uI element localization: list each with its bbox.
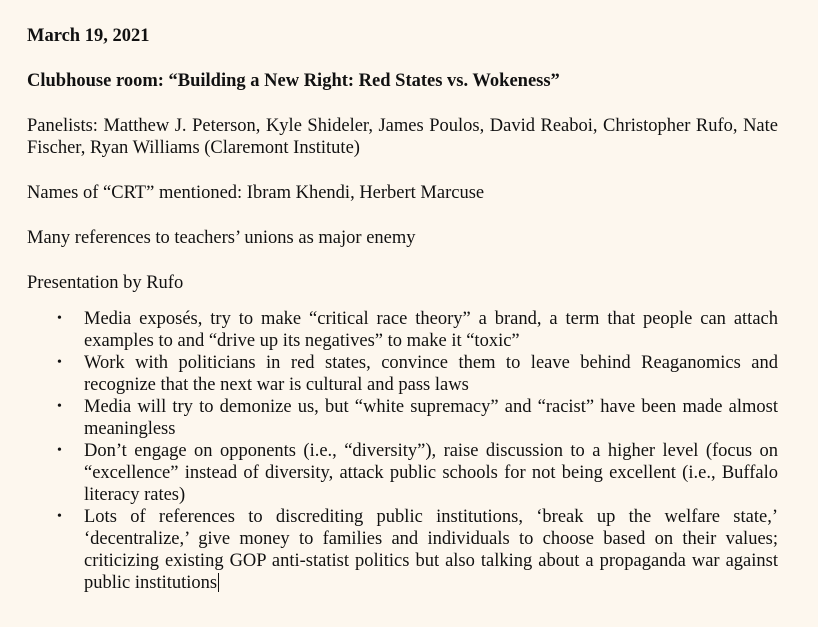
- spacer: [27, 204, 778, 227]
- text-cursor: [218, 573, 219, 592]
- document-date: March 19, 2021: [27, 26, 150, 46]
- bullet-icon: •: [57, 355, 62, 370]
- list-item: [27, 308, 778, 352]
- spacer: [27, 92, 778, 115]
- presentation-heading: Presentation by Rufo: [27, 273, 184, 293]
- bullet-icon: •: [57, 399, 62, 414]
- panelists-paragraph: Panelists: Matthew J. Peterson, Kyle Shideler, James Poulos, David Reaboi, Christopher Rufo, Nate Fischer, Ryan Williams (Claremont Institute): [27, 116, 778, 158]
- list-item-text: Media exposés, try to make “critical race theory” a brand, a term that people can attach examples to and “drive up its negatives” to make it “toxic”: [84, 309, 778, 351]
- bullet-icon: •: [57, 311, 62, 326]
- list-item-text: Media will try to demonize us, but “white supremacy” and “racist” have been made almost meaningless: [84, 397, 778, 439]
- unions-paragraph: Many references to teachers’ unions as major enemy: [27, 228, 416, 248]
- list-item: [27, 506, 778, 594]
- list-item: [27, 396, 778, 440]
- spacer: [27, 249, 778, 272]
- list-item-text: Don’t engage on opponents (i.e., “diversity”), raise discussion to a higher level (focus on “excellence” instead of diversity, attack public schools for not being excellent (i.e., Buffalo literacy rates): [84, 441, 778, 505]
- list-item: [27, 352, 778, 396]
- spacer: [27, 159, 778, 182]
- bullet-icon: •: [57, 443, 62, 458]
- list-item-text: Work with politicians in red states, convince them to leave behind Reaganomics and recognize that the next war is cultural and pass laws: [84, 353, 778, 395]
- room-title: Clubhouse room: “Building a New Right: Red States vs. Wokeness”: [27, 71, 560, 91]
- list-item-text: Lots of references to discrediting public institutions, ‘break up the welfare state,’ ‘decentralize,’ give money to families and individuals to choose based on their values; criticizing existing GOP anti-statist politics but also talking about a propaganda war against public institutions: [84, 507, 778, 593]
- crt-names-paragraph: Names of “CRT” mentioned: Ibram Khendi, Herbert Marcuse: [27, 183, 485, 203]
- spacer: [27, 47, 778, 70]
- list-item: [27, 440, 778, 506]
- bullet-icon: •: [57, 509, 62, 524]
- bullet-list: [27, 308, 778, 594]
